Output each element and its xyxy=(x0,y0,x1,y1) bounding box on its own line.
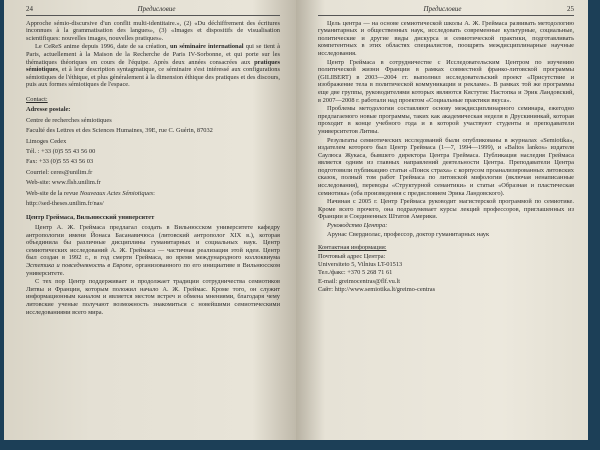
left-running-head xyxy=(26,6,280,16)
open-book xyxy=(4,0,594,450)
page-number: 25 xyxy=(567,5,574,13)
section-title: Центр Греймаса, Вильнюсский университет xyxy=(26,214,155,222)
contact-line: E-mail: greimocentras@flf.vu.lt xyxy=(318,277,401,285)
paragraph: Начиная с 2005 г. Центр Греймаса руководит магистерской программой по семиотике. Кроме всего прочего, она подразумевает курсы лекций профессоров, приглашенных из Франции и Соединенных Штатов Америки. xyxy=(318,198,574,221)
address-line: Limoges Cedex xyxy=(26,137,67,145)
contact-label: Контактная информация: xyxy=(318,244,387,252)
paragraph: Approche sémio-discursive d'un conflit multi-identitaire.», (2) «Du déchiffrement des écritures inconnues à la grammatisation des langues», (3) «Images et dispositifs de visualisation scientifiques: nouvelles images, nouvelles pratiques». xyxy=(26,19,280,42)
address-line: Faculté des Lettres et des Sciences Humaines, 39E, rue C. Guérin, 87032 xyxy=(26,127,213,135)
address-line: Web-site: www.flsh.unilim.fr xyxy=(26,179,101,187)
contact-label: Contact: xyxy=(26,95,48,103)
paragraph: Результаты семиотических исследований были опубликованы в журналах «Semiotika», издателем которого был Центр Греймаса (1—7, 1994—1999), и «Baltos lankos» издателя Саулюса Жукаса, бывшего директора Центра Греймаса. Публикация наследия Греймаса является одним из главных направлений деятельности Центра. Преподаватели Центра подготовили публикацию статьи «Поиск страха» с корпусом проанализированных литовских сказок, полный том работ Греймаса по литовской мифологии (включая ненаписанные исследования), переводы «Структурной семантики» и статьи «Образная и пластическая семиотика» (оба произведения с предисловием Эрика Ландовского). xyxy=(318,136,574,197)
contact-line: Почтовый адрес Центра: xyxy=(318,252,386,260)
contact-line: Тел./факс: +370 5 268 71 61 xyxy=(318,269,393,277)
address-line: Fax: +33 (0)5 55 43 56 03 xyxy=(26,158,94,166)
paragraph: Проблемы методологии составляют основу междисциплинарного семинара, ежегодно предлагаемого новые программы, таких как академическая неделя в Друскининкай, которая проходит в конце учебного года и в которой участвуют студенты и преподаватели университетов Литвы. xyxy=(318,105,574,135)
paragraph: Центр А. Ж. Греймаса предлагал создать в Вильнюсском университете кафедру антропологии имени Йонаса Басанавичюса (литовский антрополог XIX в.), которая объединила бы различные дисциплины гуманитарных и социальных наук. Центр семиотических исследований А. Ж. Греймаса — частичная реализация этой идеи. Центр был создан в 1992 г., в год смерти Греймаса, во время международного коллоквиума Эстетика и повседневность в Европе, организованного по его инициативе в Вильнюсском университете. xyxy=(26,224,280,277)
paragraph: Центр Греймаса в сотрудничестве с Исследовательским Центром по изучению политической жизни Франции в рамках совместной франко-литовской программы (GILIBERT) в 2003—2004 гг. выполнил исследовательский проект «Присутствие и изображение тела в политической коммуникации и рекламе». В рамках той же программы еще две группы, руководителями которых являются Кястутис Настопка и Эрик Ландовский, в 2007—2008 г. работали над проектом «Социальные практики вкуса». xyxy=(318,58,574,104)
postal-label: Adresse postale: xyxy=(26,106,71,114)
paragraph: Цель центра — на основе семиотической школы А. Ж. Греймаса развивать методологию гуманитарных и общественных наук, исследовать современные культурные, социальные, политические и другие виды дискурса и семиотической практики, подготавливать компетентных в этих областях специалистов, поощрять междисциплинарные научные исследования. xyxy=(318,19,574,57)
leader-label: Руководство Центра: xyxy=(327,222,388,230)
address-line: Tél. : +33 (0)5 55 43 56 00 xyxy=(26,147,96,155)
page-number: 24 xyxy=(26,5,33,13)
address-line: Web-site de la revue Nouveaux Actes Sémiotiques: xyxy=(26,189,155,197)
leader-name: Арунас Свердиолас, профессор, доктор гуманитарных наук xyxy=(327,230,490,238)
running-head-title: Предисловие xyxy=(423,5,462,13)
contact-block xyxy=(318,244,574,294)
paragraph: Le CeReS anime depuis 1996, date de sa création, un séminaire international qui se tient à Paris, actuellement à la Maison de la Recherche de Paris IV-Sorbonne, et qui porte sur les thématiques théoriques en cours de l'équipe. Après deux années consacrées aux pratiques sémiotiques, et à leur description syntagmatique, ce séminaire s'est intéressé aux configurations sémiotiques de l'éthique, et plus généralement à la dimension éthique des pratiques et des discours, puis aux formes sémiotiques de l'espace. xyxy=(26,43,280,89)
address-line: Courriel: ceres@unilim.fr xyxy=(26,168,93,176)
contact-block xyxy=(26,95,280,209)
paragraph: С тех пор Центр поддерживает и продолжает традиции сотрудничества семиотиков Литвы и Франции, которым положил начало А. Ж. Греймас. Кроме того, он служит информационным каналом и является местом встреч и обмена мнениями, благодаря чему литовские ученые получают возможность знакомиться с новейшими семиотическими исследованиями всего мира. xyxy=(26,278,280,316)
right-page xyxy=(296,0,588,440)
right-running-head xyxy=(318,6,574,16)
running-head-title: Предисловие xyxy=(137,5,176,13)
address-line: Centre de recherches sémiotiques xyxy=(26,116,112,124)
contact-line: Universiteto 5, Vilnius LT-01513 xyxy=(318,261,403,269)
address-line: http://sed-theses.unilim.fr/nas/ xyxy=(26,200,104,207)
contact-line: Сайт: http://www.semiotika.lt/greimo-centras xyxy=(318,286,436,294)
left-page xyxy=(4,0,296,440)
